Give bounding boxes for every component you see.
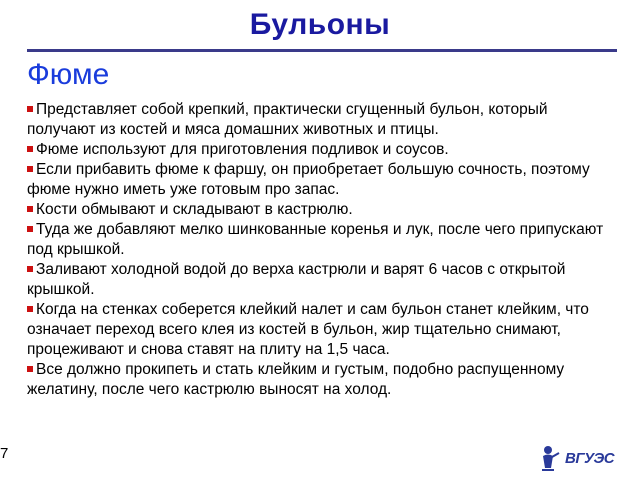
bullet-text: Если прибавить фюме к фаршу, он приобретает большую сочность, поэтому фюме нужно иметь уже готовым про запас. — [27, 161, 590, 198]
bullet-item — [27, 200, 612, 220]
bullet-icon — [27, 206, 33, 212]
bullet-icon — [27, 266, 33, 272]
bullet-item — [27, 220, 612, 260]
bullet-text: Заливают холодной водой до верха кастрюли и варят 6 часов с открытой крышкой. — [27, 261, 566, 298]
bullet-text: Когда на стенках соберется клейкий налет и сам бульон станет клейким, что означает переход всего клея из костей в бульон, жир тщательно снимают, процеживают и снова ставят на плиту на 1,5 часа. — [27, 301, 589, 358]
bullet-item — [27, 140, 612, 160]
bullet-item — [27, 300, 612, 360]
bullet-list — [27, 100, 612, 400]
bullet-icon — [27, 106, 33, 112]
slide-subtitle: Фюме — [27, 58, 110, 91]
logo-figure-icon — [540, 444, 562, 474]
bullet-text: Фюме используют для приготовления подливок и соусов. — [36, 141, 449, 158]
bullet-item — [27, 360, 612, 400]
bullet-item — [27, 160, 612, 200]
bullet-icon — [27, 146, 33, 152]
bullet-text: Представляет собой крепкий, практически сгущенный бульон, который получают из костей и мяса домашних животных и птицы. — [27, 101, 548, 138]
bullet-text: Кости обмывают и складывают в кастрюлю. — [36, 201, 353, 218]
bullet-icon — [27, 166, 33, 172]
bullet-item — [27, 260, 612, 300]
bullet-text: Туда же добавляют мелко шинкованные коренья и лук, после чего припускают под крышкой. — [27, 221, 604, 258]
university-logo — [540, 444, 620, 474]
bullet-item — [27, 100, 612, 140]
slide-title: Бульоны — [249, 8, 391, 41]
bullet-icon — [27, 366, 33, 372]
logo-text: ВГУЭС — [565, 450, 615, 467]
title-divider — [27, 49, 617, 52]
bullet-text: Все должно прокипеть и стать клейким и густым, подобно распущенному желатину, после чего кастрюлю выносят на холод. — [27, 361, 565, 398]
bullet-icon — [27, 306, 33, 312]
bullet-icon — [27, 226, 33, 232]
page-number: 7 — [0, 445, 9, 462]
